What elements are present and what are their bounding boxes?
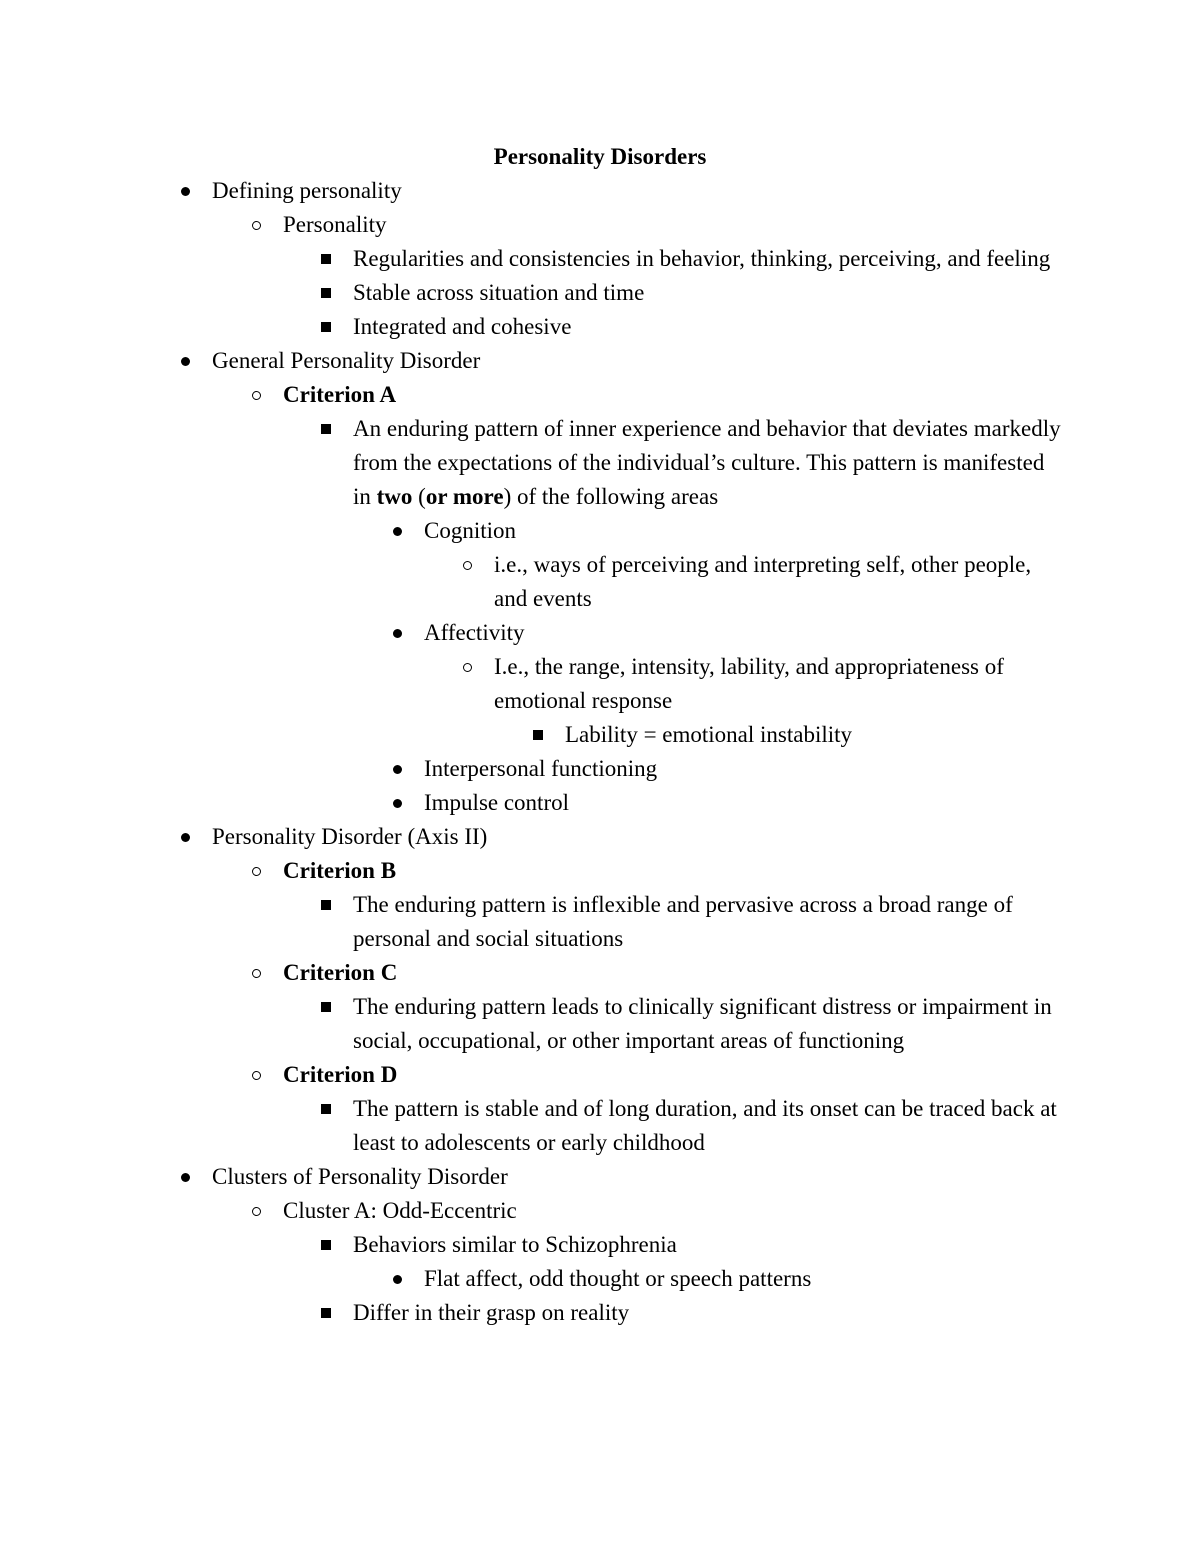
list-item-text: I.e., the range, intensity, lability, and appropriateness of emotional response (494, 654, 1004, 713)
list-item-text: Flat affect, odd thought or speech patterns (424, 1266, 812, 1291)
list-item-text: Personality Disorder (Axis II) (212, 824, 488, 849)
list-item-text: The pattern is stable and of long duration, and its onset can be traced back at least to adolescents or early childhood (353, 1096, 1057, 1155)
list-item-text: The enduring pattern leads to clinically significant distress or impairment in social, occupational, or other important areas of functioning (353, 994, 1052, 1053)
circle-bullet-icon (246, 378, 266, 412)
criterion-a-heading: Criterion A (283, 382, 397, 407)
list-item-text: Clusters of Personality Disorder (212, 1164, 508, 1189)
square-bullet-icon (316, 412, 336, 446)
emphasis-two: two (376, 484, 413, 509)
list-item (0, 174, 1200, 208)
square-bullet-icon (316, 990, 336, 1024)
list-item (0, 1228, 1200, 1262)
list-item-text: Affectivity (424, 620, 525, 645)
list-item (0, 990, 1200, 1058)
square-bullet-icon (316, 276, 336, 310)
list-item (0, 514, 1200, 548)
disc-bullet-icon (175, 820, 195, 854)
list-item (0, 786, 1200, 820)
list-item-text: i.e., ways of perceiving and interpreting self, other people, and events (494, 552, 1032, 611)
circle-bullet-icon (246, 1194, 266, 1228)
paren-open: ( (412, 484, 426, 509)
square-bullet-icon (316, 310, 336, 344)
list-item (0, 854, 1200, 888)
list-item (0, 752, 1200, 786)
square-bullet-icon (316, 888, 336, 922)
list-item-text: Regularities and consistencies in behavior, thinking, perceiving, and feeling (353, 246, 1051, 271)
list-item (0, 1160, 1200, 1194)
list-item-text (353, 412, 1065, 514)
list-item (0, 310, 1200, 344)
list-item (0, 650, 1200, 718)
list-item (0, 718, 1200, 752)
list-item (0, 344, 1200, 378)
page-title: Personality Disorders (493, 144, 707, 169)
square-bullet-icon (528, 718, 548, 752)
list-item (0, 1058, 1200, 1092)
list-item-text: Stable across situation and time (353, 280, 645, 305)
circle-bullet-icon (457, 650, 477, 684)
list-item-text: Integrated and cohesive (353, 314, 572, 339)
disc-bullet-icon (387, 752, 407, 786)
list-item (0, 1194, 1200, 1228)
circle-bullet-icon (246, 208, 266, 242)
criterion-a-text-end: ) of the following areas (503, 484, 719, 509)
criterion-c-heading: Criterion C (283, 960, 398, 985)
list-item (0, 1092, 1200, 1160)
square-bullet-icon (316, 1092, 336, 1126)
circle-bullet-icon (457, 548, 477, 582)
list-item-text: Personality (283, 212, 387, 237)
disc-bullet-icon (175, 174, 195, 208)
criterion-a-text: An enduring pattern of inner experience and behavior that deviates markedly from the expectations of the individual’s culture. This pattern is manifested in (353, 416, 1061, 509)
square-bullet-icon (316, 242, 336, 276)
disc-bullet-icon (387, 616, 407, 650)
circle-bullet-icon (246, 854, 266, 888)
list-item-text: Interpersonal functioning (424, 756, 658, 781)
list-item-text: Cognition (424, 518, 517, 543)
disc-bullet-icon (175, 344, 195, 378)
circle-bullet-icon (246, 956, 266, 990)
list-item-text: Behaviors similar to Schizophrenia (353, 1232, 677, 1257)
list-item (0, 820, 1200, 854)
disc-bullet-icon (387, 1262, 407, 1296)
outline (0, 174, 1200, 1330)
list-item (0, 1296, 1200, 1330)
criterion-d-heading: Criterion D (283, 1062, 398, 1087)
list-item-text: Impulse control (424, 790, 569, 815)
square-bullet-icon (316, 1296, 336, 1330)
emphasis-or-more: or more (425, 484, 504, 509)
list-item (0, 1262, 1200, 1296)
list-item-text: General Personality Disorder (212, 348, 481, 373)
list-item (0, 548, 1200, 616)
list-item-text: Defining personality (212, 178, 402, 203)
list-item (0, 956, 1200, 990)
criterion-b-heading: Criterion B (283, 858, 397, 883)
list-item (0, 276, 1200, 310)
list-item-text: Cluster A: Odd-Eccentric (283, 1198, 517, 1223)
list-item (0, 242, 1200, 276)
list-item-text: The enduring pattern is inflexible and pervasive across a broad range of personal and social situations (353, 892, 1013, 951)
list-item-text: Differ in their grasp on reality (353, 1300, 630, 1325)
list-item (0, 412, 1200, 514)
list-item (0, 208, 1200, 242)
disc-bullet-icon (387, 514, 407, 548)
square-bullet-icon (316, 1228, 336, 1262)
list-item (0, 888, 1200, 956)
list-item-text: Lability = emotional instability (565, 722, 853, 747)
list-item (0, 378, 1200, 412)
disc-bullet-icon (387, 786, 407, 820)
disc-bullet-icon (175, 1160, 195, 1194)
list-item (0, 616, 1200, 650)
circle-bullet-icon (246, 1058, 266, 1092)
